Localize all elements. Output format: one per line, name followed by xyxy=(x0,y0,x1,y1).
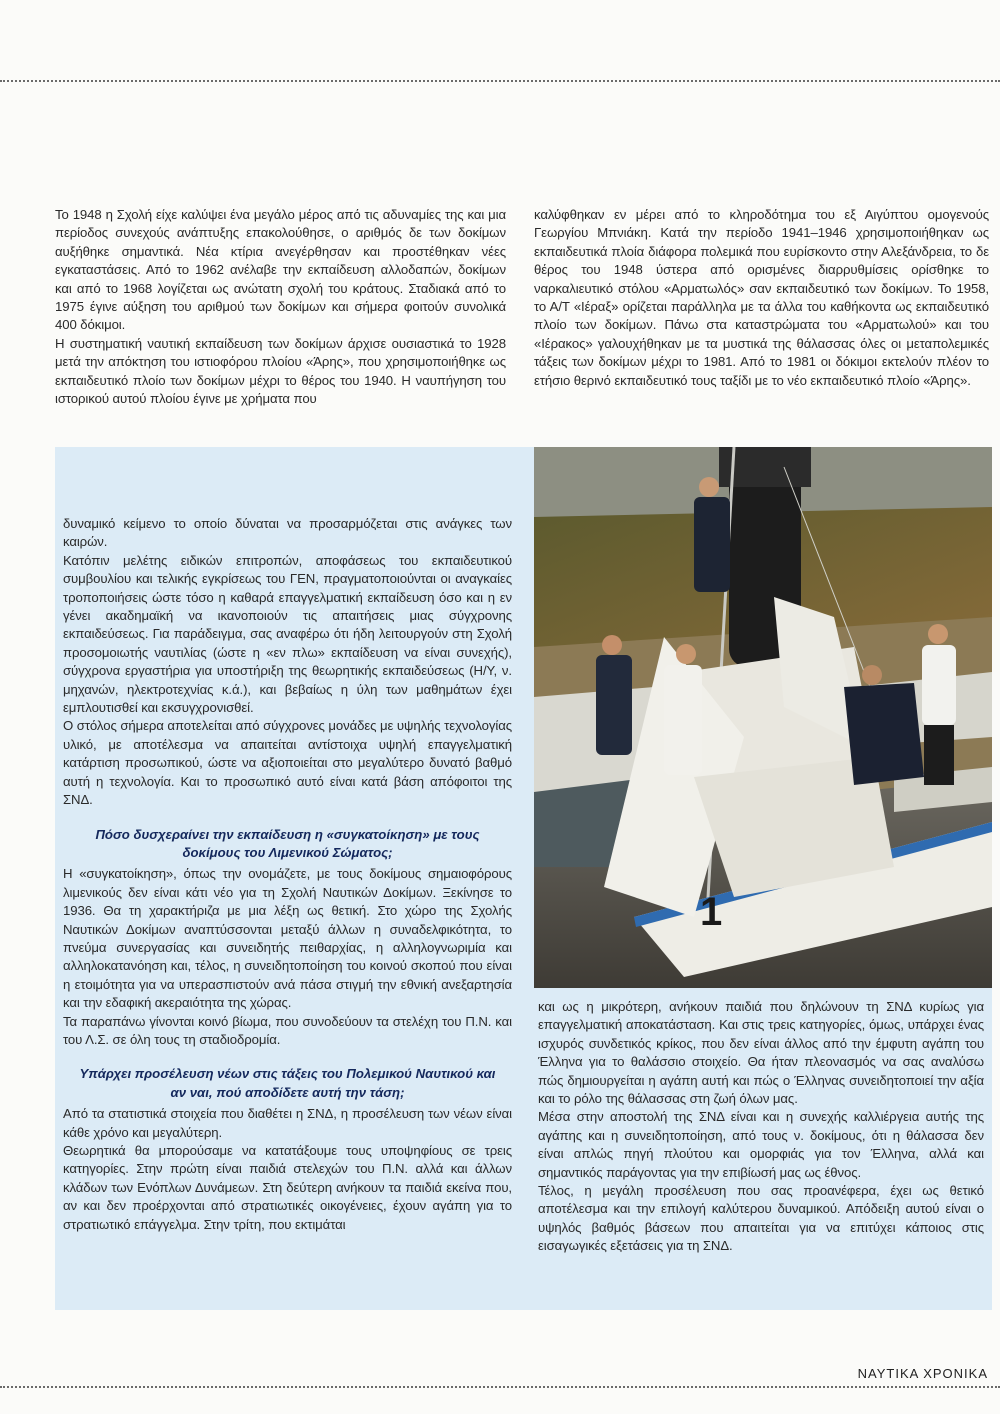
publication-name: ΝΑΥΤΙΚΑ ΧΡΟΝΙΚΑ xyxy=(857,1366,988,1381)
paragraph: καλύφθηκαν εν μέρει από το κληροδότημα του εξ Αιγύπτου ομογενούς Γεωργίου Μπνιάκη. Κατά την περίοδο 1941–1946 χρησιμοποιήθηκαν ως εκπαιδευτικά πλοία διάφορα πολεμικά που ευρίσκοντο στην Αλεξάνδρεια, το δε θέρος του 1948 ύστερα από ορισμένες διαρρυθμίσεις ορίσθηκε το ναρκαλιευτικό στόλου «Αρματωλός» σαν εκπαιδευτικό των δοκίμων. Το 1958, το Α/Τ «Ιέραξ» ορίζεται παράλληλα με τα άλλα του καθήκοντα ως εκπαιδευτικό πλοίο των δοκίμων. Πάνω στα καταστρώματα του «Αρματωλού» και του «Ιέρακος» γαλουχήθηκαν με τα μυστικά της θάλασσας όλες οι μεταπολεμικές τάξεις των δοκίμων μέχρι το 1981. Από το 1981 οι δόκιμοι εκτελούν πλέον το ετήσιο θερινό εκπαιδευτικό τους ταξίδι με το νέο εκπαιδευτικό πλοίο «Άρης». xyxy=(534,207,989,388)
top-right-column xyxy=(534,206,989,390)
top-left-column xyxy=(55,206,506,408)
interview-question: Υπάρχει προσέλευση νέων στις τάξεις του Πολεμικού Ναυτικού και αν ναι, πού αποδίδετε αυτή την τάση; xyxy=(79,1066,496,1100)
bottom-dotted-rule xyxy=(0,1386,1000,1388)
paragraph: και ως η μικρότερη, ανήκουν παιδιά που δηλώνουν τη ΣΝΔ κυρίως για επαγγελματική αποκατάσταση. Και στις τρεις κατηγορίες, όμως, υπάρχει ένας ισχυρός συνδετικός κρίκος, που δεν είναι άλλος από την έμφυτη αγάπη του Έλληνα για το θαλάσσιο στοιχείο. Θα ήταν πλεονασμός να σας αναλύσω πώς δημιουργείται η αγάπη αυτή και πώς ο Έλληνας συνειδητοποιεί την αξία και το ρόλο της θάλασσας στη ζωή όλων μας. xyxy=(538,999,984,1107)
boat-number: 1 xyxy=(700,890,723,934)
sailing-photo xyxy=(534,447,992,988)
paragraph: Μέσα στην αποστολή της ΣΝΔ είναι και η συνεχής καλλιέργεια αυτής της αγάπης και η συνειδητοποίηση, από τους ν. δοκίμους, ότι η θάλασσα δεν είναι απλώς πηγή πλούτου και ομορφιάς για τον Έλληνα, αλλά και σημαντικός παράγοντας για την επιβίωσή μας ως έθνος. xyxy=(538,1109,984,1180)
interview-lower-right-column xyxy=(538,998,984,1256)
top-dotted-rule xyxy=(0,80,1000,82)
paragraph: Θεωρητικά θα μπορούσαμε να κατατάξουμε τους υποψηφίους σε τρεις κατηγορίες. Στην πρώτη είναι παιδιά στελεχών του Π.Ν. αλλά και άλλων κλάδων των Ενόπλων Δυνάμεων. Στη δεύτερη ανήκουν τα παιδιά εκείνα που, αν και δεν προέρχονται από στρατιωτικές οικογένειες, έχουν αγάπη για το στρατιωτικό επάγγελμα. Στην τρίτη, που εκτιμάται xyxy=(63,1143,512,1232)
interview-upper-left-column xyxy=(63,515,512,1234)
paragraph: Τέλος, η μεγάλη προσέλευση που σας προανέφερα, έχει ως θετικό αποτέλεσμα και την επιλογή καλύτερου δυναμικού. Απόδειξη αυτού είναι ο υψηλός βαθμός βάσεων που απαιτείται για να επιτύχει κάποιος στις εισαγωγικές εξετάσεις για τη ΣΝΔ. xyxy=(538,1183,984,1254)
paragraph: Τα παραπάνω γίνονται κοινό βίωμα, που συνοδεύουν τα στελέχη του Π.Ν. και του Λ.Σ. σε όλη τους τη σταδιοδρομία. xyxy=(63,1013,512,1047)
paragraph: δυναμικό κείμενο το οποίο δύναται να προσαρμόζεται στις ανάγκες των καιρών. xyxy=(63,516,512,550)
paragraph: Από τα στατιστικά στοιχεία που διαθέτει η ΣΝΔ, η προσέλευση των νέων είναι κάθε χρόνο και μεγαλύτερη. xyxy=(63,1106,512,1140)
paragraph: Το 1948 η Σχολή είχε καλύψει ένα μεγάλο μέρος από τις αδυναμίες της και μια περίοδος συνεχούς ανάπτυξης επακολούθησε, ο αριθμός δε των δοκίμων αυξήθηκε σημαντικά. Νέα κτίρια ανεγέρθησαν και προστέθηκαν νέες εγκαταστάσεις. Από το 1962 ανέλαβε την εκπαίδευση αλλοδαπών, δοκίμων και από το 1968 λογίζεται ως ανώτατη σχολή του κράτους. Σταδιακά από το 1975 έγινε αύξηση του αριθμού των δοκίμων και σήμερα φοιτούν συνολικά 400 δόκιμοι. xyxy=(55,207,506,333)
paragraph: Ο στόλος σήμερα αποτελείται από σύγχρονες μονάδες με υψηλής τεχνολογίας υλικό, με αποτέλεσμα να απαιτείται αντίστοιχα υψηλή επαγγελματική κατάρτιση προσωπικού, ώστε να αξιοποιείται στο μεγαλύτερο δυνατό βαθμό αυτή η τεχνολογία. Και το προσωπικό αυτό είναι κατά βάση απόφοιτοι της ΣΝΔ. xyxy=(63,718,512,808)
paragraph: Η συστηματική ναυτική εκπαίδευση των δοκίμων άρχισε ουσιαστικά το 1928 μετά την απόκτηση του ιστιοφόρου πλοίου «Άρης», που χρησιμοποιήθηκε ως εκπαιδευτικό πλοίο των δοκίμων μέχρι το θέρος του 1940. Η ναυπήγηση του ιστορικού αυτού πλοίου έγινε με χρήματα που xyxy=(55,335,506,407)
interview-question: Πόσο δυσχεραίνει την εκπαίδευση η «συγκατοίκηση» με τους δοκίμους του Λιμενικού Σώματος; xyxy=(95,826,480,860)
paragraph: Κατόπιν μελέτης ειδικών επιτροπών, αποφάσεως του εκπαιδευτικού συμβουλίου και τελικής εγκρίσεως του ΓΕΝ, πραγματοποιούνται οι αναγκαίες τροποποιήσεις ώστε τόσο η καθαρά επαγγελματική εκπαίδευση όσο και η εν γένει ακαδημαϊκή να ικανοποιούν τις απαιτήσεις μιας σύγχρονης εκπαιδεύσεως. Για παράδειγμα, σας αναφέρω ότι ήδη λειτουργούν στη Σχολή προσομοιωτής ναυτιλίας (ώστε η «εν πλω» εκπαίδευση να είναι συνεχής), σύγχρονα εργαστήρια για υποστήριξη της θεωρητικής εκπαιδεύσεως (Η/Υ, ν. μηχανών, ηλεκτροτεχνίας κ.ά.), και βεβαίως η ύλη των μαθημάτων έχει εμπλουτισθεί και εκσυγχρονισθεί. xyxy=(63,552,512,716)
photo-illustration xyxy=(534,447,992,988)
paragraph: Η «συγκατοίκηση», όπως την ονομάζετε, με τους δοκίμους σημαιοφόρους λιμενικούς δεν είναι κάτι νέο για τη Σχολή Ναυτικών Δοκίμων. Ξεκίνησε το 1936. Θα τη χαρακτήριζα με μια λέξη ως θετική. Στο χώρο της Σχολής Ναυτικών Δοκίμων αναπτύσσονται μεταξύ άλλων η συναδελφικότητα, το πνεύμα συνεργασίας και συνειδητής πειθαρχίας, η αλληλογνωριμία και αλληλοκατανόηση και, τέλος, η συνειδητοποίηση του κοινού σκοπού που είναι η ετοιμότητα για να υπερασπιστούν ανά πάσα στιγμή την εθνική ανεξαρτησία και την εδαφική ακεραιότητα της χώρας. xyxy=(63,866,512,1011)
